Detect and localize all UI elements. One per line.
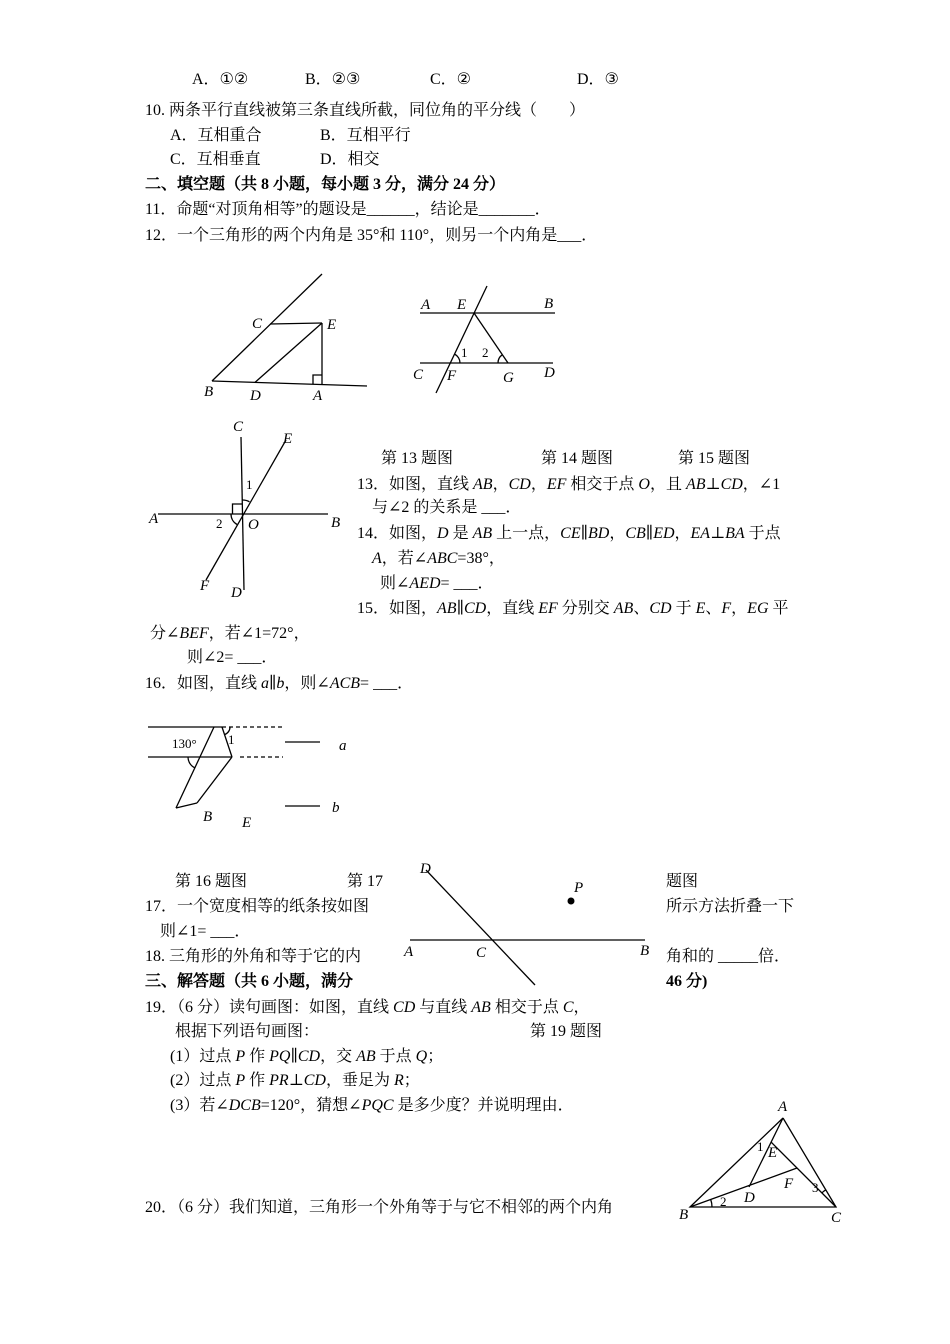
label-angle-130: 130°: [172, 736, 197, 751]
label-angle-2: 2: [482, 345, 489, 360]
label-b: B: [544, 296, 554, 312]
text-segment: 19．（6 分）读句画图：如图，直线: [145, 999, 394, 1016]
q9-option-d: D．③: [577, 71, 619, 88]
angle-2-arc: [498, 355, 502, 363]
line-cd: [426, 870, 535, 985]
label-c: C: [831, 1210, 842, 1226]
text-segment: ∥: [456, 600, 464, 617]
math-variable: BA: [725, 525, 745, 542]
math-variable: AB: [613, 600, 634, 617]
math-variable: BD: [588, 525, 610, 542]
label-f: F: [447, 368, 457, 384]
math-variable: PQ: [269, 1048, 291, 1065]
text-segment: 相交于点: [566, 476, 639, 493]
figure-14: [204, 274, 367, 404]
math-variable: CB: [625, 525, 646, 542]
math-variable: P: [235, 1048, 246, 1065]
math-variable: CD: [463, 600, 487, 617]
label-f: F: [784, 1176, 794, 1192]
label-a: A: [404, 944, 414, 960]
section-3-title-part2: 46 分): [666, 973, 708, 990]
math-variable: CD: [297, 1048, 321, 1065]
q19-step1: [170, 1047, 443, 1067]
label-a: A: [778, 1099, 788, 1115]
text-segment: ；: [427, 1048, 444, 1065]
text-segment: ，且: [649, 476, 686, 493]
caption-fig15: 第 15 题图: [678, 450, 751, 467]
text-segment: 上一点，: [492, 525, 561, 542]
q9-option-b: B．②③: [305, 71, 361, 88]
q10-stem: 10. 两条平行直线被第三条直线所截，同位角的平分线（ ）: [145, 102, 586, 119]
label-angle-1: 1: [246, 477, 253, 492]
text-segment: 、: [705, 600, 722, 617]
line-ef: [206, 440, 286, 580]
figure-13: [148, 419, 340, 601]
math-variable: CD: [508, 476, 531, 493]
q11-text: 11．命题“对顶角相等”的题设是______，结论是_______．: [145, 201, 551, 218]
right-angle-mark: [313, 375, 322, 384]
text-segment: ∥: [580, 525, 588, 542]
math-variable: CD: [720, 476, 743, 493]
figure-19: [403, 861, 649, 985]
math-variable: AB: [472, 525, 493, 542]
figure-20: [679, 1099, 842, 1226]
line-bc: [212, 274, 322, 381]
text-segment: 分∠: [150, 625, 180, 642]
text-segment: 于点: [375, 1048, 416, 1065]
math-variable: CD: [649, 600, 672, 617]
math-variable: AB: [356, 1048, 376, 1065]
math-variable: PQC: [361, 1097, 394, 1114]
text-segment: 是多少度？并说明理由．: [393, 1097, 574, 1114]
math-variable: CD: [393, 999, 416, 1016]
q14-line1: [357, 524, 781, 544]
label-b: B: [679, 1207, 689, 1223]
label-e: E: [283, 431, 293, 447]
text-segment: =120°，猜想∠: [260, 1097, 362, 1114]
math-variable: BEF: [179, 625, 209, 642]
text-segment: ，: [492, 476, 509, 493]
text-segment: ∥: [645, 525, 654, 542]
q17-line1-part1: 17．一个宽度相等的纸条按如图: [145, 898, 370, 915]
text-segment: ⊥: [710, 525, 726, 542]
q13-line1: [357, 475, 780, 495]
math-variable: a: [261, 675, 270, 692]
label-d: D: [544, 365, 555, 381]
math-variable: b: [276, 675, 285, 692]
text-segment: ∥: [290, 1048, 298, 1065]
q17-line2: 则∠1= ___．: [160, 923, 251, 940]
folded-right-edge: [197, 757, 232, 803]
text-segment: 于点: [744, 525, 781, 542]
caption-fig14: 第 14 题图: [541, 450, 614, 467]
q18-part2: 角和的 _____倍．: [666, 948, 791, 965]
caption-fig16: 第 16 题图: [175, 873, 248, 890]
folded-end: [176, 803, 197, 808]
line-ba: [212, 381, 367, 386]
math-variable: ED: [653, 525, 675, 542]
angle-2-arc: [231, 514, 237, 525]
text-segment: 与直线: [415, 999, 472, 1016]
angle-2-arc: [711, 1200, 712, 1208]
text-segment: 分别交: [557, 600, 614, 617]
math-variable: AB: [473, 476, 493, 493]
q20-text: 20．（6 分）我们知道，三角形一个外角等于与它不相邻的两个内角: [145, 1199, 614, 1216]
math-variable: R: [393, 1072, 404, 1089]
math-variable: P: [235, 1072, 246, 1089]
segment-ce: [270, 323, 322, 324]
label-d: D: [231, 585, 242, 601]
text-segment: 于: [671, 600, 696, 617]
math-variable: CD: [303, 1072, 326, 1089]
angle-1-arc: [454, 354, 460, 363]
text-segment: 16．如图，直线: [145, 675, 262, 692]
math-variable: CE: [560, 525, 581, 542]
q10-option-a: A．互相重合: [170, 127, 262, 144]
math-variable: C: [562, 999, 574, 1016]
math-variable: EG: [747, 600, 769, 617]
q15-line1: [357, 599, 789, 619]
q18-part1: 18. 三角形的外角和等于它的内: [145, 948, 362, 965]
angle-1-arc: [242, 500, 249, 502]
text-segment: ⊥: [705, 476, 721, 493]
q10-option-d: D．相交: [320, 151, 380, 168]
label-f: F: [200, 578, 210, 594]
label-e: E: [327, 317, 337, 333]
section-2-title: 二、填空题（共 8 小题，每小题 3 分，满分 24 分）: [145, 176, 506, 193]
math-variable: E: [695, 600, 706, 617]
text-segment: ，垂足为: [325, 1072, 394, 1089]
math-variable: EA: [690, 525, 711, 542]
math-variable: DCB: [228, 1097, 261, 1114]
q19-step3: [170, 1096, 574, 1116]
math-variable: EF: [538, 600, 558, 617]
text-segment: ，: [573, 999, 590, 1016]
math-variable: AED: [409, 575, 441, 592]
label-d: D: [744, 1190, 755, 1206]
q15-line2: [150, 624, 310, 644]
text-segment: ，若∠1=72°，: [208, 625, 310, 642]
q10-option-c: C．互相垂直: [170, 151, 261, 168]
q19-step2: [170, 1071, 420, 1091]
text-segment: 平: [768, 600, 789, 617]
label-a: A: [313, 388, 323, 404]
q14-line3: [380, 574, 494, 594]
text-segment: ，: [609, 525, 626, 542]
label-b: b: [332, 800, 340, 816]
q12-text: 12．一个三角形的两个内角是 35°和 110°，则另一个内角是___．: [145, 227, 598, 244]
q13-line2: 与∠2 的关系是 ___．: [372, 499, 522, 516]
caption-fig19: 第 19 题图: [530, 1023, 603, 1040]
q9-option-c: C．②: [430, 71, 472, 88]
caption-fig17-part1: 第 17: [347, 873, 384, 890]
math-variable: D: [437, 525, 449, 542]
text-segment: 、: [633, 600, 650, 617]
text-segment: 相交于点: [490, 999, 563, 1016]
label-b: B: [640, 943, 650, 959]
section-3-title-part1: 三、解答题（共 6 小题，满分: [145, 973, 354, 990]
label-a: a: [339, 738, 347, 754]
text-segment: (1）过点: [170, 1048, 236, 1065]
figure-15: [413, 286, 555, 393]
text-segment: 则∠: [380, 575, 410, 592]
q17-line1-part2: 所示方法折叠一下: [666, 898, 795, 915]
text-segment: 15．如图，: [357, 600, 438, 617]
text-segment: ，∠1: [742, 476, 781, 493]
text-segment: ⊥: [288, 1072, 304, 1089]
caption-fig17-part2: 题图: [666, 873, 699, 890]
label-angle-3: 3: [812, 1180, 819, 1195]
q16-text: [145, 674, 413, 694]
label-c: C: [476, 945, 487, 961]
text-segment: ，: [674, 525, 691, 542]
right-angle-mark: [233, 504, 243, 514]
math-variable: F: [721, 600, 732, 617]
text-segment: = ___．: [360, 675, 414, 692]
label-d: D: [420, 861, 431, 877]
text-segment: 作: [245, 1048, 270, 1065]
text-segment: 是: [448, 525, 473, 542]
label-e: E: [457, 297, 467, 313]
q10-option-b: B．互相平行: [320, 127, 411, 144]
label-angle-2: 2: [720, 1194, 727, 1209]
angle-130-arc: [188, 757, 195, 768]
label-angle-1: 1: [228, 732, 235, 747]
math-variable: AB: [437, 600, 457, 617]
label-p: P: [574, 880, 584, 896]
text-segment: 14．如图，: [357, 525, 438, 542]
segment-ed: [255, 323, 322, 382]
label-angle-1: 1: [461, 345, 468, 360]
text-segment: ，直线: [486, 600, 539, 617]
label-angle-2: 2: [216, 516, 223, 531]
q15-line3: 则∠2= ___．: [187, 649, 278, 666]
label-b: B: [331, 515, 341, 531]
math-variable: AB: [471, 999, 491, 1016]
text-segment: ，交: [320, 1048, 357, 1065]
q9-option-a: A．①②: [192, 71, 249, 88]
text-segment: = ___．: [440, 575, 494, 592]
math-variable: ACB: [329, 675, 361, 692]
text-segment: 作: [245, 1072, 270, 1089]
label-g: G: [503, 370, 514, 386]
label-c: C: [413, 367, 424, 383]
math-variable: ABC: [427, 550, 458, 567]
math-variable: O: [638, 476, 650, 493]
segment-ad: [749, 1118, 783, 1187]
figure-16: [148, 727, 347, 831]
q14-line2: [372, 549, 505, 569]
label-point-e: E: [242, 815, 252, 831]
label-d: D: [250, 388, 261, 404]
math-variable: AB: [685, 476, 706, 493]
text-segment: =38°，: [457, 550, 505, 567]
math-variable: PR: [269, 1072, 289, 1089]
text-segment: ，若∠: [381, 550, 428, 567]
label-a: A: [149, 511, 159, 527]
q19-line1: [145, 998, 590, 1018]
text-segment: ；: [403, 1072, 420, 1089]
text-segment: ∥: [269, 675, 277, 692]
label-e: E: [768, 1145, 778, 1161]
label-b: B: [204, 384, 214, 400]
math-variable: EF: [546, 476, 567, 493]
text-segment: (3）若∠: [170, 1097, 229, 1114]
label-c: C: [233, 419, 244, 435]
label-c: C: [252, 316, 263, 332]
text-segment: ，则∠: [284, 675, 330, 692]
label-point-b: B: [203, 809, 213, 825]
text-segment: ，: [731, 600, 748, 617]
math-variable: A: [372, 550, 382, 567]
point-p: [568, 898, 575, 905]
text-segment: ，: [530, 476, 547, 493]
segment-eg: [474, 313, 508, 363]
label-a: A: [421, 297, 431, 313]
label-angle-1: 1: [757, 1139, 764, 1154]
text-segment: (2）过点: [170, 1072, 236, 1089]
angle-3-arc: [822, 1190, 826, 1193]
label-o: O: [248, 517, 259, 533]
math-variable: Q: [415, 1048, 428, 1065]
caption-fig13: 第 13 题图: [381, 450, 454, 467]
text-segment: 13．如图，直线: [357, 476, 474, 493]
q19-line2: 根据下列语句画图：: [175, 1023, 320, 1040]
